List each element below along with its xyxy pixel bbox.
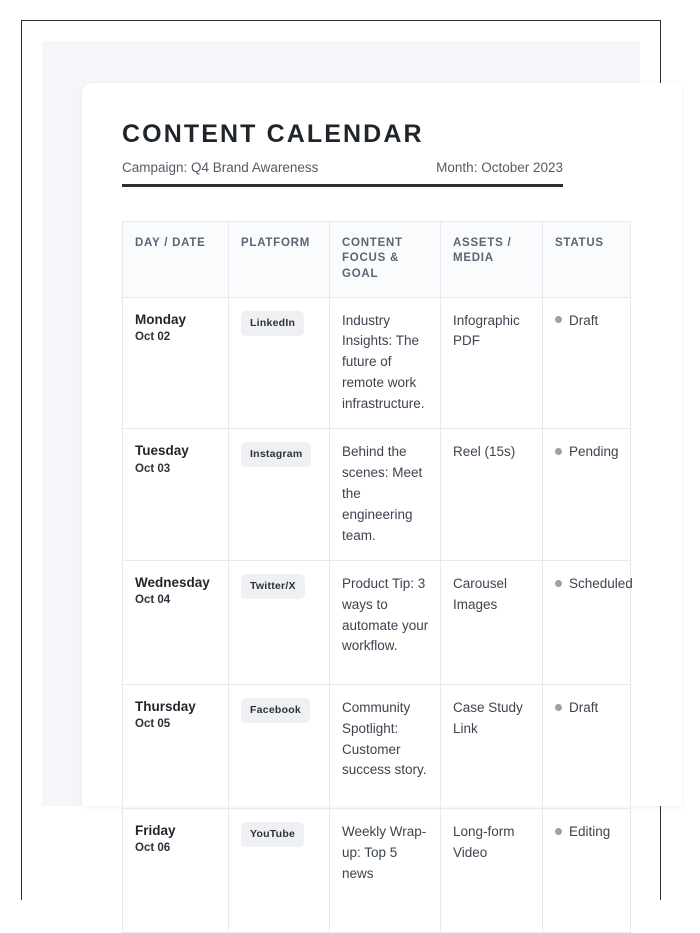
day-date: Oct 02 — [135, 331, 171, 344]
column-header-day-date: DAY / DATE — [123, 221, 229, 297]
day-date: Oct 06 — [135, 842, 171, 855]
day-name: Friday — [135, 822, 176, 838]
column-header-status: STATUS — [543, 221, 631, 297]
cell-platform — [229, 808, 330, 932]
browser-viewport-frame — [21, 20, 661, 900]
table-row — [123, 684, 631, 808]
cell-platform — [229, 429, 330, 561]
status-badge: Editing — [569, 823, 611, 839]
table-body — [123, 297, 631, 932]
document-inner — [82, 83, 682, 933]
cell-day-date — [123, 297, 229, 429]
document-meta — [122, 160, 563, 187]
page-backdrop — [42, 41, 640, 881]
cell-assets-media: Carousel Images — [441, 560, 543, 684]
cell-content-focus: Weekly Wrap-up: Top 5 news — [330, 808, 441, 932]
column-header-assets-media: ASSETS / MEDIA — [441, 221, 543, 297]
status-dot-icon — [555, 828, 562, 835]
cell-status — [543, 297, 631, 429]
cell-content-focus: Product Tip: 3 ways to automate your workflow. — [330, 560, 441, 684]
table-row — [123, 429, 631, 561]
platform-badge[interactable]: Instagram — [241, 442, 311, 467]
platform-badge[interactable]: YouTube — [241, 822, 304, 847]
column-header-content-focus: CONTENT FOCUS & GOAL — [330, 221, 441, 297]
platform-badge[interactable]: Twitter/X — [241, 574, 305, 599]
cell-day-date — [123, 429, 229, 561]
cell-content-focus: Behind the scenes: Meet the engineering team. — [330, 429, 441, 561]
table-row — [123, 560, 631, 684]
cell-status — [543, 560, 631, 684]
cell-platform — [229, 297, 330, 429]
column-header-platform: PLATFORM — [229, 221, 330, 297]
cell-assets-media: Case Study Link — [441, 684, 543, 808]
calendar-table-wrapper — [122, 221, 633, 933]
day-name: Thursday — [135, 698, 196, 714]
cell-platform — [229, 560, 330, 684]
page-title: CONTENT CALENDAR — [122, 120, 424, 148]
day-name: Monday — [135, 311, 187, 327]
cell-content-focus: Community Spotlight: Customer success story. — [330, 684, 441, 808]
day-date: Oct 03 — [135, 462, 171, 475]
document-card — [82, 83, 682, 881]
day-name: Tuesday — [135, 443, 189, 459]
cell-assets-media: Infographic PDF — [441, 297, 543, 429]
cell-day-date — [123, 560, 229, 684]
status-dot-icon — [555, 704, 562, 711]
status-badge: Scheduled — [569, 575, 633, 591]
cell-day-date — [123, 684, 229, 808]
cell-status — [543, 684, 631, 808]
platform-badge[interactable]: Facebook — [241, 698, 310, 723]
table-header — [123, 221, 631, 297]
status-dot-icon — [555, 448, 562, 455]
content-calendar-table — [122, 221, 631, 933]
status-badge: Draft — [569, 312, 599, 328]
day-name: Wednesday — [135, 574, 210, 590]
table-row — [123, 297, 631, 429]
platform-badge[interactable]: LinkedIn — [241, 311, 304, 336]
table-row — [123, 808, 631, 932]
cell-assets-media: Long-form Video — [441, 808, 543, 932]
month-label: Month: October 2023 — [436, 159, 563, 175]
status-dot-icon — [555, 580, 562, 587]
cell-platform — [229, 684, 330, 808]
status-badge: Draft — [569, 699, 599, 715]
cell-content-focus: Industry Insights: The future of remote work infrastructure. — [330, 297, 441, 429]
cell-assets-media: Reel (15s) — [441, 429, 543, 561]
campaign-label: Campaign: Q4 Brand Awareness — [122, 159, 319, 175]
day-date: Oct 04 — [135, 594, 171, 607]
status-dot-icon — [555, 316, 562, 323]
cell-status — [543, 429, 631, 561]
status-badge: Pending — [569, 444, 619, 460]
cell-status — [543, 808, 631, 932]
table-header-row — [123, 221, 631, 297]
day-date: Oct 05 — [135, 718, 171, 731]
cell-day-date — [123, 808, 229, 932]
